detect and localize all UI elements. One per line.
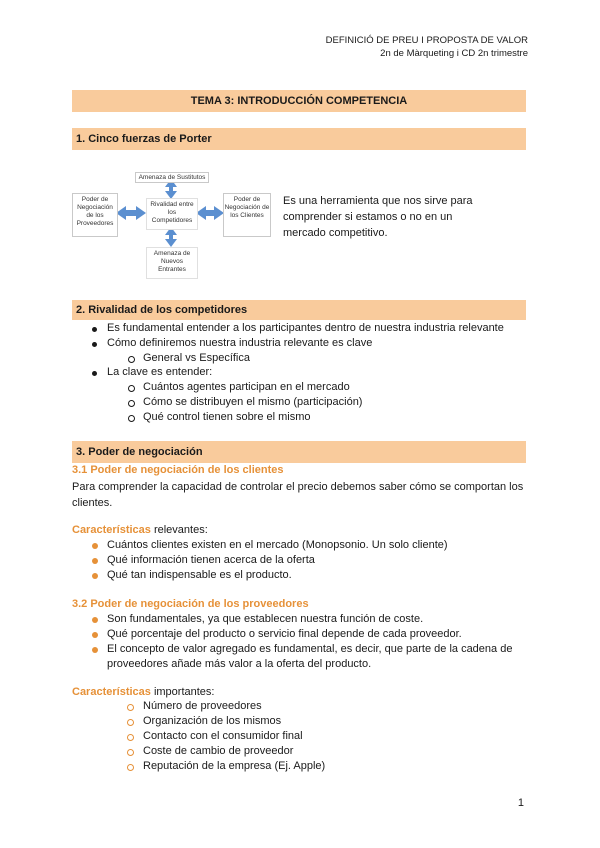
- section-1-band: [72, 128, 526, 150]
- arrow-vertical-bottom: [165, 227, 177, 247]
- list-item: Número de proveedores: [143, 700, 262, 712]
- box-amenaza-sustitutos: Amenaza de Sustitutos: [135, 172, 209, 183]
- list-item: Cuántos agentes participan en el mercado: [143, 381, 350, 393]
- bullet-ring: [128, 385, 135, 392]
- box-poder-proveedores: Poder de Negociación de los Proveedores: [72, 193, 118, 237]
- list-item: Qué porcentaje del producto o servicio final depende de cada proveedor.: [107, 628, 462, 640]
- box-poder-clientes: Poder de Negociación de los Clientes: [223, 193, 271, 237]
- header-line-2: 2n de Màrqueting i CD 2n trimestre: [380, 48, 528, 59]
- box-rivalidad: Rivalidad entre los Competidores: [146, 198, 198, 230]
- section-2-band: [72, 300, 526, 320]
- orange-bullet: [92, 632, 98, 638]
- list-item: Cómo se distribuyen el mismo (participación): [143, 396, 363, 408]
- subsection-3-1-title: 3.1 Poder de negociación de los clientes: [72, 464, 284, 476]
- bullet-ring: [128, 400, 135, 407]
- orange-ring-bullet: [127, 749, 134, 756]
- page-number: 1: [517, 797, 524, 809]
- section-1-title: 1. Cinco fuerzas de Porter: [76, 133, 212, 145]
- list-item: Reputación de la empresa (Ej. Apple): [143, 760, 326, 772]
- list-item: Son fundamentales, ya que establecen nuestra función de coste.: [107, 613, 424, 625]
- box-amenaza-nuevos: Amenaza de Nuevos Entrantes: [146, 247, 198, 279]
- list-item: Qué tan indispensable es el producto.: [107, 569, 292, 581]
- list-item: Contacto con el consumidor final: [143, 730, 303, 742]
- list-item: Organización de los mismos: [143, 715, 282, 727]
- list-item-continuation: proveedores añade más valor a la oferta del producto.: [107, 658, 372, 670]
- porter-description: Es una herramienta que nos sirve para comprender si estamos o no en un mercado competitivo.: [283, 195, 473, 239]
- arrow-horizontal-right: [196, 206, 224, 220]
- list-item: Qué control tienen sobre el mismo: [143, 411, 311, 423]
- orange-ring-bullet: [127, 734, 134, 741]
- caracteristicas-relevantes: Características relevantes:: [72, 524, 208, 536]
- document-header: [326, 34, 528, 60]
- bullet-dot: [92, 327, 97, 332]
- orange-ring-bullet: [127, 764, 134, 771]
- bullet-ring: [128, 356, 135, 363]
- orange-bullet: [92, 647, 98, 653]
- tema-title: TEMA 3: INTRODUCCIÓN COMPETENCIA: [190, 95, 408, 107]
- bullet-ring: [128, 415, 135, 422]
- orange-bullet: [92, 543, 98, 549]
- list-item: Qué información tienen acerca de la oferta: [107, 554, 315, 566]
- list-item: Coste de cambio de proveedor: [143, 745, 294, 757]
- orange-bullet: [92, 558, 98, 564]
- list-item: Es fundamental entender a los participantes dentro de nuestra industria relevante: [107, 322, 504, 334]
- arrow-horizontal-left: [116, 206, 146, 220]
- orange-bullet: [92, 617, 98, 623]
- header-line-1: DEFINICIÓ DE PREU I PROPOSTA DE VALOR: [325, 35, 528, 46]
- list-item: El concepto de valor agregado es fundamental, es decir, que parte de la cadena de: [107, 643, 513, 655]
- list-item: Cómo definiremos nuestra industria relevante es clave: [107, 337, 373, 349]
- section-3-title: 3. Poder de negociación: [76, 446, 203, 458]
- caracteristicas-importantes: Características importantes:: [72, 686, 215, 698]
- bullet-dot: [92, 342, 97, 347]
- list-item: La clave es entender:: [107, 366, 213, 378]
- list-item: Cuántos clientes existen en el mercado (Monopsonio. Un solo cliente): [107, 539, 448, 551]
- section-3-band: [72, 441, 526, 463]
- subsection-3-2-title: 3.2 Poder de negociación de los proveedores: [72, 598, 309, 610]
- list-item: General vs Específica: [143, 352, 250, 364]
- orange-ring-bullet: [127, 704, 134, 711]
- bullet-dot: [92, 371, 97, 376]
- orange-bullet: [92, 573, 98, 579]
- tema-title-band: [72, 90, 526, 112]
- subsection-3-1-paragraph: Para comprender la capacidad de controlar el precio debemos saber cómo se comportan los clientes.: [72, 481, 524, 509]
- orange-ring-bullet: [127, 719, 134, 726]
- section-2-title: 2. Rivalidad de los competidores: [76, 304, 248, 316]
